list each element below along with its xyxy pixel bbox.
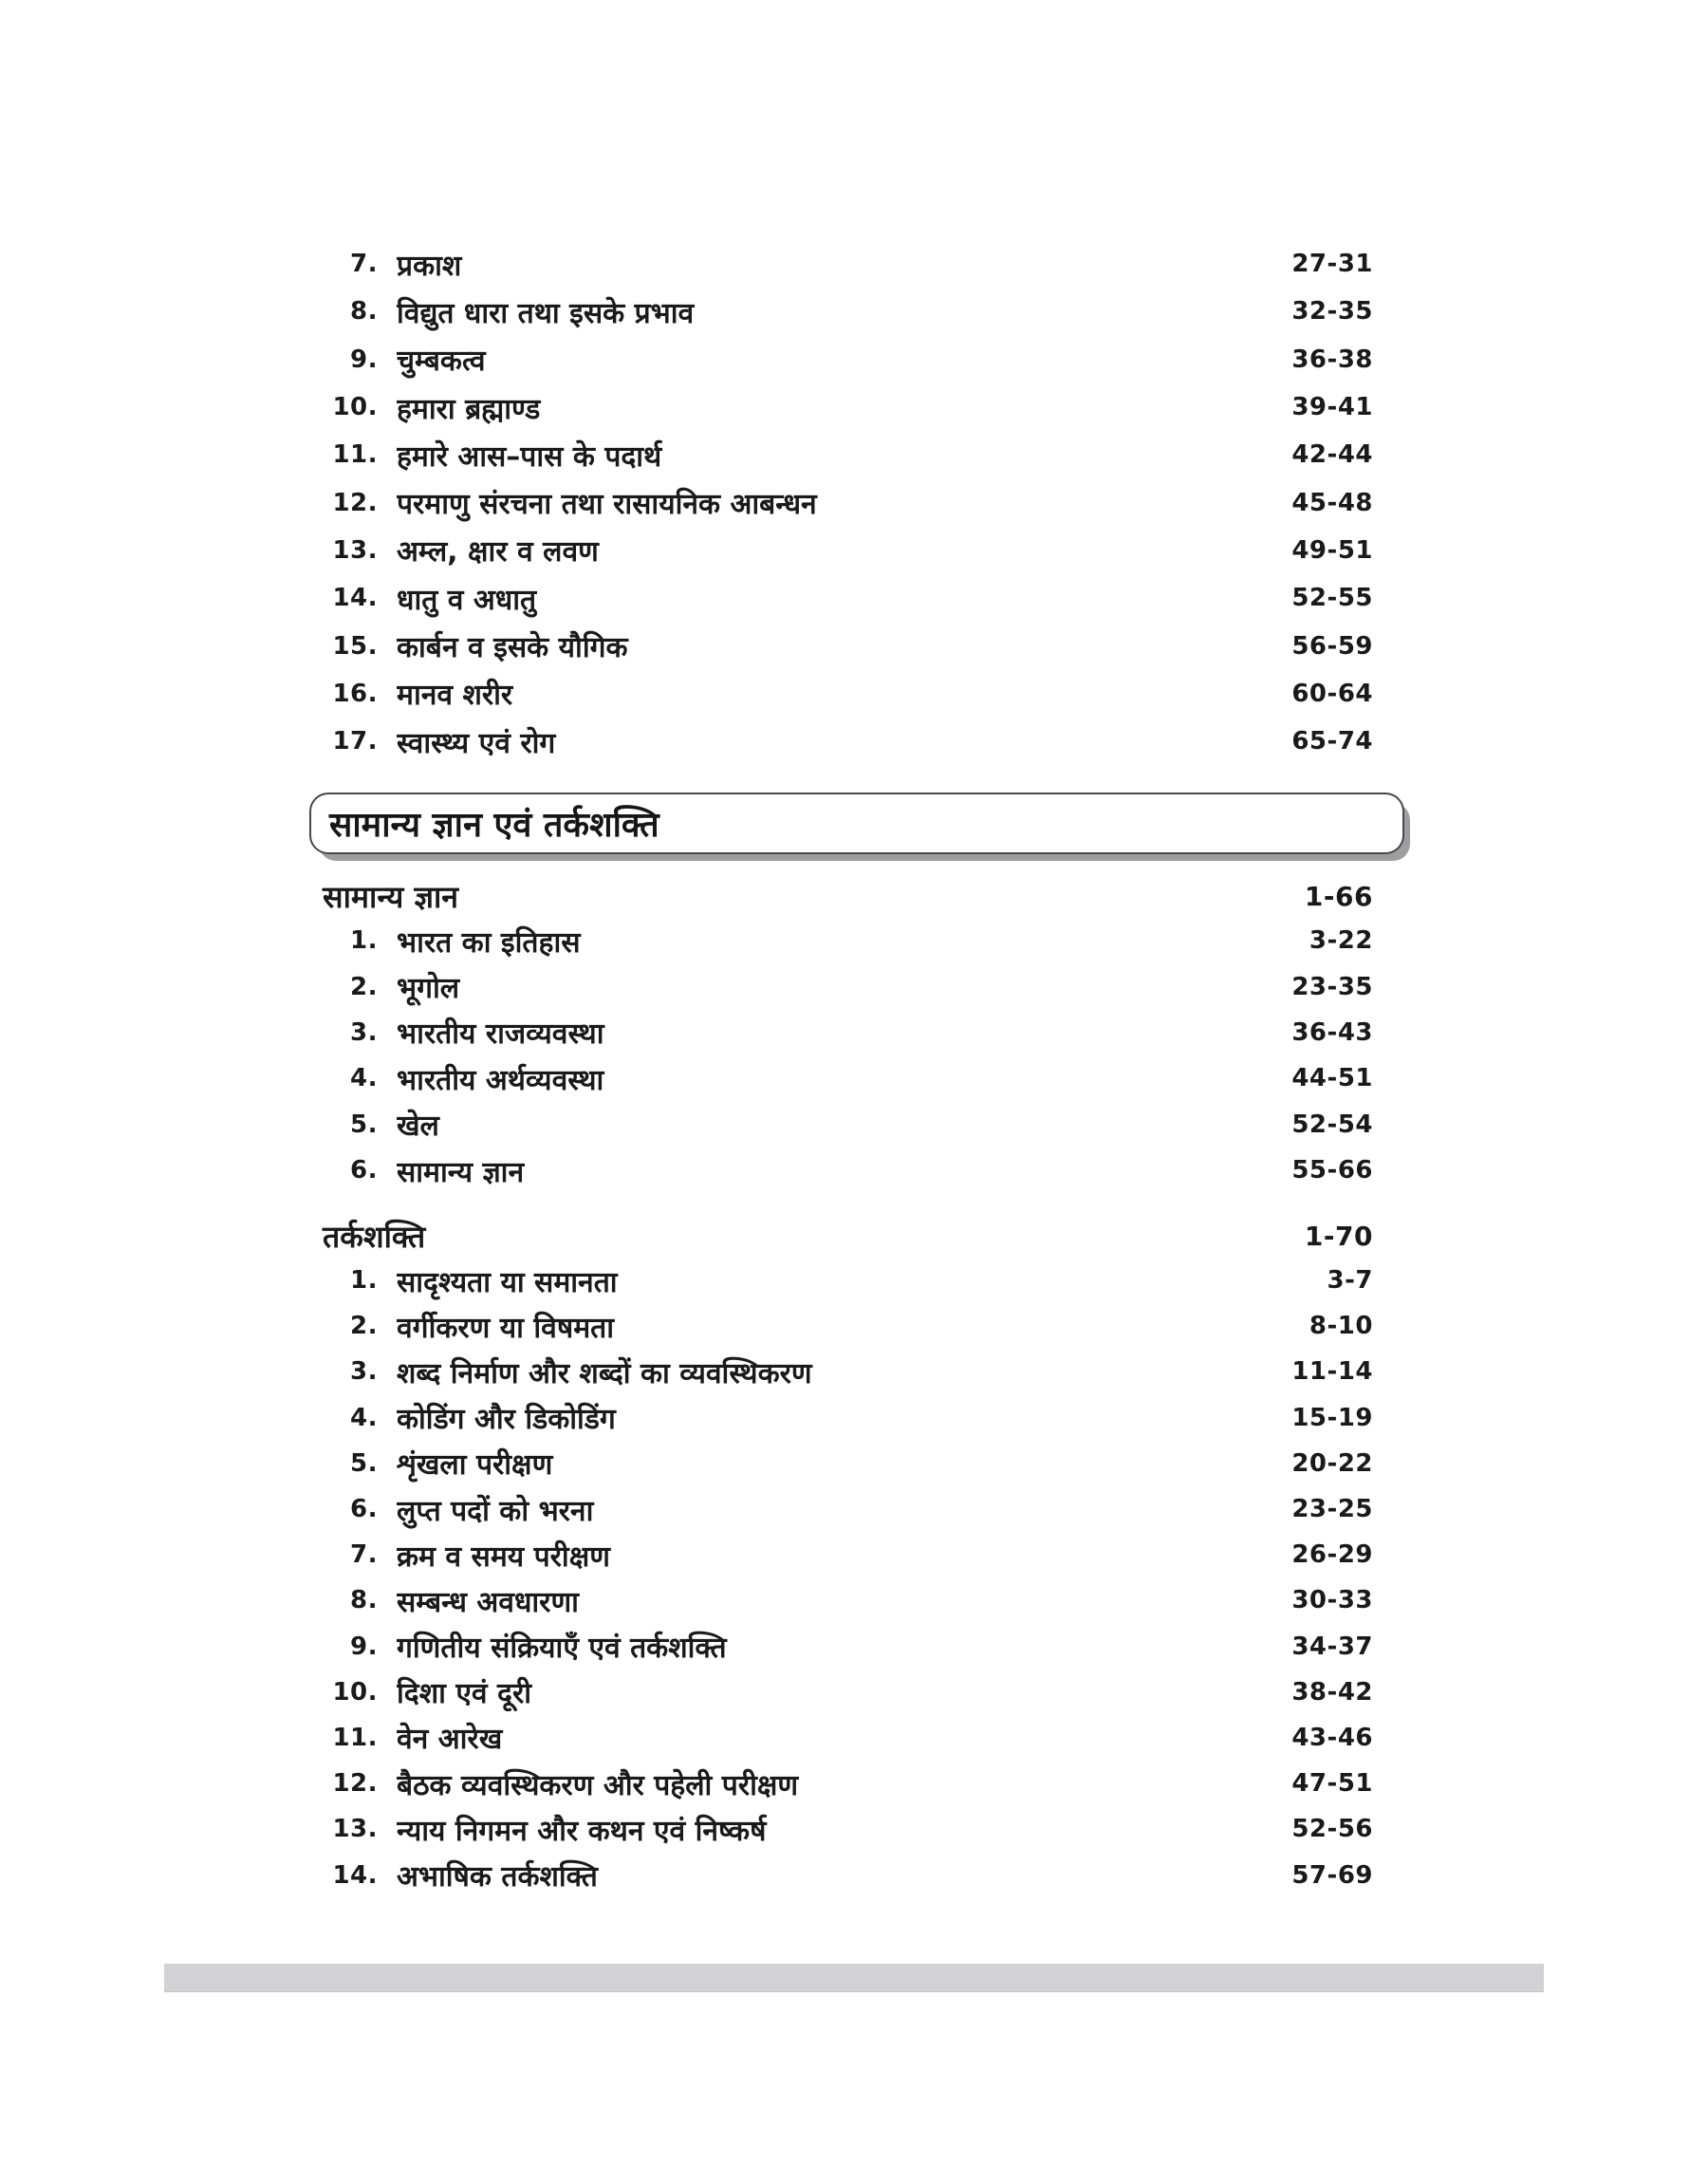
toc-row <box>285 622 1373 669</box>
section-banner-title: सामान्य ज्ञान एवं तर्कशक्ति <box>329 806 659 845</box>
reasoning-section-page-range: 1-70 <box>1304 1220 1373 1252</box>
chapter-number: 10. <box>332 393 378 422</box>
chapter-title: हमारा ब्रह्माण्ड <box>397 392 541 426</box>
chapter-title: वेन आरेख <box>397 1723 503 1757</box>
chapter-page-range: 45-48 <box>1291 488 1373 517</box>
chapter-number: 13. <box>332 1815 378 1844</box>
chapter-number: 11. <box>332 1723 378 1752</box>
toc-row <box>285 963 1373 1009</box>
chapter-number: 15. <box>332 631 378 661</box>
gk-section-heading <box>323 871 1373 921</box>
chapter-title: भारतीय अर्थव्यवस्था <box>397 1063 604 1097</box>
chapter-page-range: 8-10 <box>1309 1312 1373 1341</box>
chapter-title: न्याय निगमन और कथन एवं निष्कर्ष <box>397 1814 767 1848</box>
chapter-title: अम्ल, क्षार व लवण <box>397 535 599 569</box>
footer-bar <box>164 1964 1544 1992</box>
toc-row <box>285 1055 1373 1101</box>
toc-row <box>285 1486 1373 1532</box>
chapter-number: 7. <box>350 1540 378 1570</box>
chapter-title: मानव शरीर <box>397 679 513 713</box>
chapter-number: 12. <box>332 1769 378 1799</box>
chapter-page-range: 30-33 <box>1291 1586 1373 1615</box>
chapter-title: प्रकाश <box>397 249 462 283</box>
chapter-title: सम्बन्ध अवधारणा <box>397 1585 579 1619</box>
toc-row <box>285 288 1373 335</box>
chapter-number: 1. <box>350 1266 378 1296</box>
chapter-title: हमारे आस–पास के पदार्थ <box>397 439 662 474</box>
chapter-number: 7. <box>350 250 378 279</box>
chapter-title: शब्द निर्माण और शब्दों का व्यवस्थिकरण <box>397 1356 812 1390</box>
toc-row <box>285 574 1373 622</box>
chapter-page-range: 23-35 <box>1291 972 1373 1001</box>
chapter-page-range: 47-51 <box>1291 1769 1373 1799</box>
chapter-title: शृंखला परीक्षण <box>397 1448 553 1483</box>
chapter-page-range: 55-66 <box>1291 1156 1373 1185</box>
chapter-title: क्रम व समय परीक्षण <box>397 1539 610 1574</box>
chapter-page-range: 60-64 <box>1291 679 1373 708</box>
chapter-title: परमाणु संरचना तथा रासायनिक आबन्धन <box>397 488 817 522</box>
chapter-page-range: 3-22 <box>1309 926 1373 956</box>
chapter-page-range: 57-69 <box>1291 1860 1373 1890</box>
toc-row <box>285 1102 1373 1147</box>
toc-row <box>285 431 1373 478</box>
toc-row <box>285 1806 1373 1852</box>
toc-row <box>285 1349 1373 1394</box>
chapter-number: 5. <box>350 1448 378 1478</box>
toc-row <box>285 1577 1373 1623</box>
chapter-page-range: 39-41 <box>1291 393 1373 422</box>
chapter-title: अभाषिक तर्कशक्ति <box>397 1860 598 1894</box>
chapter-number: 8. <box>350 297 378 327</box>
toc-row <box>285 718 1373 765</box>
chapter-number: 10. <box>332 1677 378 1707</box>
chapter-number: 4. <box>350 1064 378 1093</box>
toc-row <box>285 1395 1373 1441</box>
chapter-number: 6. <box>350 1495 378 1524</box>
toc-row <box>285 1258 1373 1303</box>
toc-row <box>285 1441 1373 1486</box>
chapter-title: दिशा एवं दूरी <box>397 1677 531 1711</box>
gk-chapter-list <box>285 918 1373 1193</box>
chapter-number: 1. <box>350 926 378 956</box>
chapter-title: चुम्बकत्व <box>397 345 486 379</box>
chapter-number: 9. <box>350 345 378 374</box>
chapter-title: भारतीय राजव्यवस्था <box>397 1017 604 1052</box>
chapter-title: सामान्य ज्ञान <box>397 1155 525 1189</box>
chapter-number: 5. <box>350 1110 378 1139</box>
toc-row <box>285 918 1373 963</box>
chapter-title: खेल <box>397 1110 439 1144</box>
chapter-number: 6. <box>350 1156 378 1185</box>
chapter-page-range: 49-51 <box>1291 535 1373 565</box>
toc-row <box>285 1761 1373 1806</box>
chapter-number: 2. <box>350 1312 378 1341</box>
chapter-page-range: 3-7 <box>1327 1266 1373 1296</box>
chapter-page-range: 52-55 <box>1291 584 1373 613</box>
toc-row <box>285 1670 1373 1715</box>
reasoning-chapter-list <box>285 1258 1373 1898</box>
chapter-number: 9. <box>350 1632 378 1661</box>
toc-row <box>285 1715 1373 1761</box>
chapter-number: 12. <box>332 488 378 517</box>
toc-row <box>285 383 1373 431</box>
chapter-title: लुप्त पदों को भरना <box>397 1494 594 1528</box>
chapter-page-range: 15-19 <box>1291 1403 1373 1432</box>
chapter-number: 17. <box>332 727 378 756</box>
chapter-number: 11. <box>332 440 378 470</box>
chapter-page-range: 65-74 <box>1291 727 1373 756</box>
reasoning-section-heading <box>323 1211 1373 1260</box>
section-banner <box>309 793 1404 854</box>
toc-row <box>285 1147 1373 1193</box>
chapter-number: 2. <box>350 972 378 1001</box>
chapter-page-range: 36-43 <box>1291 1017 1373 1047</box>
toc-row <box>285 1852 1373 1897</box>
gk-section-page-range: 1-66 <box>1304 880 1373 912</box>
chapter-page-range: 23-25 <box>1291 1495 1373 1524</box>
gk-section-title: सामान्य ज्ञान <box>323 878 459 915</box>
toc-row <box>285 1532 1373 1577</box>
toc-row <box>285 240 1373 288</box>
chapter-number: 14. <box>332 584 378 613</box>
chapter-number: 3. <box>350 1017 378 1047</box>
chapter-title: सादृश्यता या समानता <box>397 1265 618 1299</box>
chapter-page-range: 52-54 <box>1291 1110 1373 1139</box>
chapter-page-range: 11-14 <box>1291 1357 1373 1387</box>
chapter-title: स्वास्थ्य एवं रोग <box>397 726 556 760</box>
chapter-page-range: 42-44 <box>1291 440 1373 470</box>
chapter-number: 14. <box>332 1860 378 1890</box>
toc-row <box>285 478 1373 526</box>
chapter-page-range: 32-35 <box>1291 297 1373 327</box>
toc-row <box>285 1010 1373 1055</box>
chapter-page-range: 44-51 <box>1291 1064 1373 1093</box>
toc-row <box>285 1303 1373 1349</box>
chapter-page-range: 56-59 <box>1291 631 1373 661</box>
toc-row <box>285 336 1373 383</box>
reasoning-section-title: तर्कशक्ति <box>323 1218 426 1255</box>
chapter-title: भूगोल <box>397 972 460 1006</box>
chapter-title: वर्गीकरण या विषमता <box>397 1311 614 1345</box>
chapter-number: 3. <box>350 1357 378 1387</box>
toc-row <box>285 670 1373 718</box>
chapter-title: धातु व अधातु <box>397 583 537 617</box>
chapter-page-range: 52-56 <box>1291 1815 1373 1844</box>
chapter-number: 8. <box>350 1586 378 1615</box>
chapter-page-range: 36-38 <box>1291 345 1373 374</box>
chapter-title: बैठक व्यवस्थिकरण और पहेली परीक्षण <box>397 1768 799 1802</box>
chapter-number: 16. <box>332 679 378 708</box>
chapter-page-range: 27-31 <box>1291 250 1373 279</box>
toc-row <box>285 1624 1373 1670</box>
chapter-page-range: 34-37 <box>1291 1632 1373 1661</box>
chapter-title: कोडिंग और डिकोडिंग <box>397 1403 616 1437</box>
chapter-number: 4. <box>350 1403 378 1432</box>
chapter-title: विद्युत धारा तथा इसके प्रभाव <box>397 296 695 330</box>
chapter-title: गणितीय संक्रियाएँ एवं तर्कशक्ति <box>397 1632 727 1666</box>
chapter-title: कार्बन व इसके यौगिक <box>397 631 628 665</box>
science-chapter-list <box>285 240 1373 765</box>
chapter-title: भारत का इतिहास <box>397 925 581 960</box>
chapter-number: 13. <box>332 535 378 565</box>
chapter-page-range: 38-42 <box>1291 1677 1373 1707</box>
chapter-page-range: 20-22 <box>1291 1448 1373 1478</box>
toc-row <box>285 527 1373 574</box>
chapter-page-range: 43-46 <box>1291 1723 1373 1752</box>
chapter-page-range: 26-29 <box>1291 1540 1373 1570</box>
